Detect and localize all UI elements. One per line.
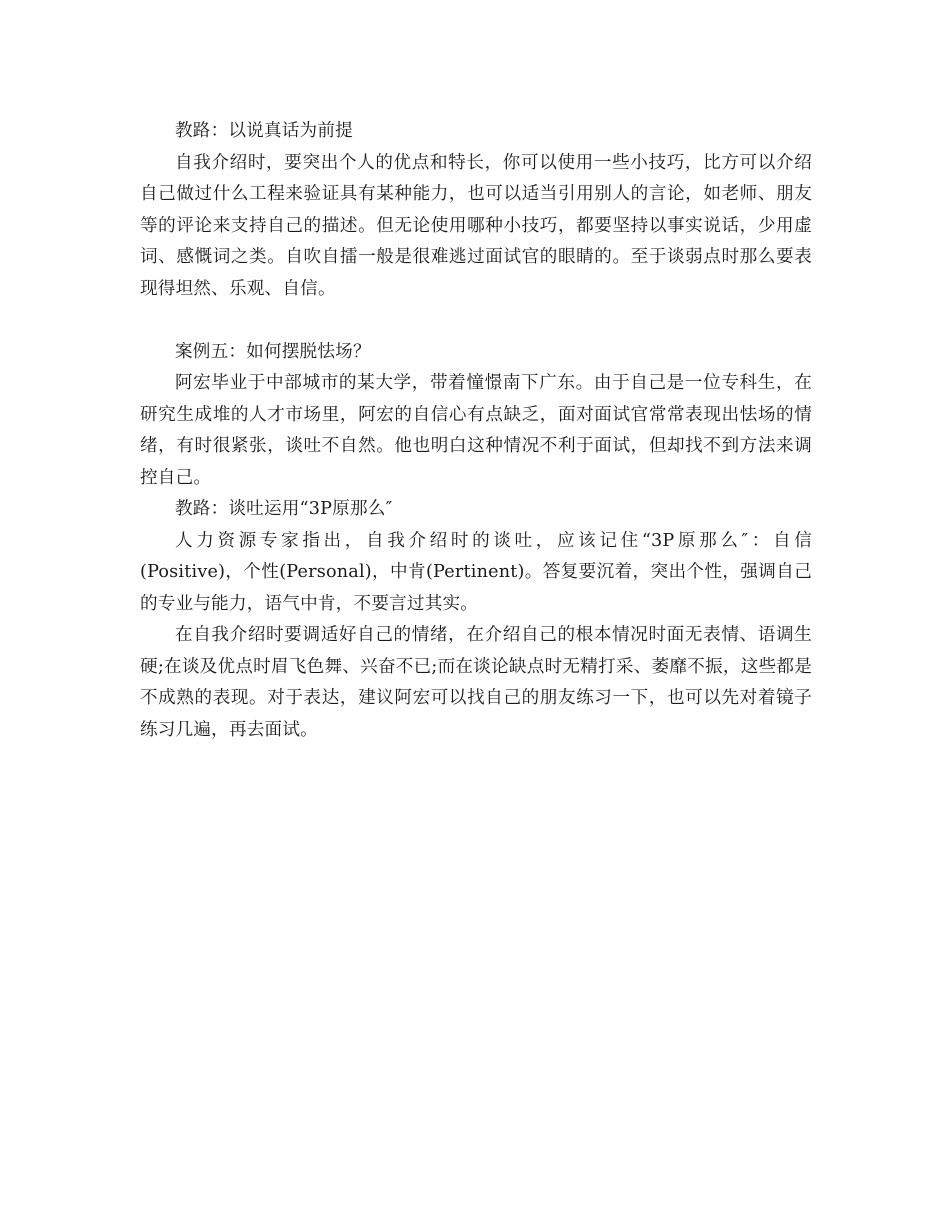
section-heading-teaching-2: 教路：谈吐运用“3P原那么″: [175, 499, 393, 519]
document-body: [140, 116, 812, 746]
paragraph-spacer: [140, 305, 812, 337]
body-paragraph-emotion-advice: 在自我介绍时要调适好自己的情绪，在介绍自己的根本情况时面无表情、语调生硬;在谈及优点时眉飞色舞、兴奋不已;而在谈论缺点时无精打采、萎靡不振，这些都是不成熟的表现。对于表达，建议阿宏可以找自己的朋友练习一下，也可以先对着镜子练习几遍，再去面试。: [140, 625, 812, 740]
body-paragraph-case-story: 阿宏毕业于中部城市的某大学，带着憧憬南下广东。由于自己是一位专科生，在研究生成堆的人才市场里，阿宏的自信心有点缺乏，面对面试官常常表现出怯场的情绪，有时很紧张，谈吐不自然。他也明白这种情况不利于面试，但却找不到方法来调控自己。: [140, 373, 812, 488]
section-heading-teaching-1: 教路：以说真话为前提: [175, 121, 353, 141]
section-heading-case-five: 案例五：如何摆脱怯场？: [175, 341, 371, 362]
body-paragraph-self-intro-tips: 自我介绍时，要突出个人的优点和特长，你可以使用一些小技巧，比方可以介绍自己做过什么工程来验证具有某种能力，也可以适当引用别人的言论，如老师、朋友等的评论来支持自己的描述。但无论使用哪种小技巧，都要坚持以事实说话，少用虚词、感慨词之类。自吹自擂一般是很难逃过面试官的眼睛的。至于谈弱点时那么要表现得坦然、乐观、自信。: [140, 152, 812, 299]
body-paragraph-3p-principle: 人力资源专家指出，自我介绍时的谈吐，应该记住“3P原那么″：自信(Positive)，个性(Personal)，中肯(Pertinent)。答复要沉着，突出个性，强调自己的专业与能力，语气中肯，不要言过其实。: [140, 530, 812, 614]
